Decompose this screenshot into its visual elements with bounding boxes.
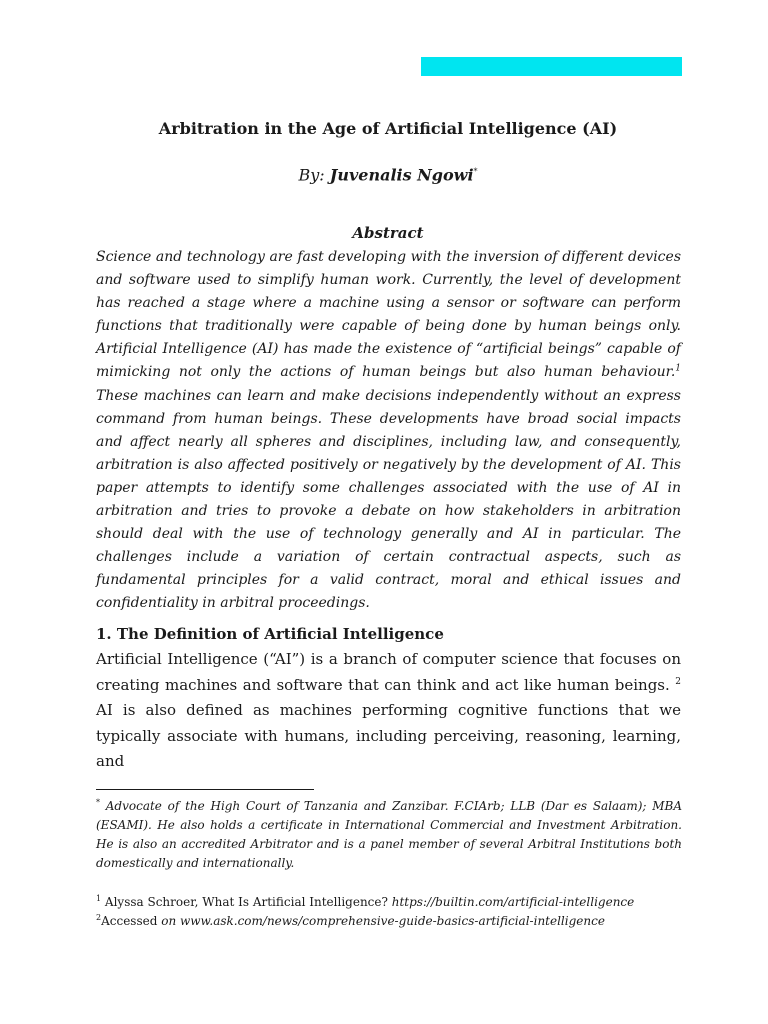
section-1-body — [96, 647, 681, 775]
abstract-text — [96, 246, 681, 616]
footnote-2 — [96, 912, 686, 930]
byline-prefix: By: — [298, 165, 330, 185]
redaction-highlight-bar — [421, 57, 682, 76]
footnote-author-marker: * — [96, 798, 100, 807]
abstract-heading: Abstract — [352, 224, 424, 242]
footnote-1 — [96, 893, 686, 911]
author-footnote-marker: * — [473, 167, 478, 176]
section-1-text-part1: Artificial Intelligence (“AI”) is a branch of computer science that focuses on creating machines and software that can think and act like human beings. — [96, 650, 681, 694]
abstract-text-part1: Science and technology are fast developing with the inversion of different devices and software used to simplify human work. Currently, the level of development has reached a stage where a machine using a sensor or software can perform functions that traditionally were capable of being done by human beings only. Artificial Intelligence (AI) has made the existence of “artificial beings” capable of mimicking not only the actions of human beings but also human behaviour. — [96, 249, 681, 381]
author-byline — [96, 160, 680, 187]
author-name: Juvenalis Ngowi — [329, 165, 474, 185]
footnote-1-marker: 1 — [96, 894, 102, 903]
footnote-2-marker: 2 — [96, 913, 102, 922]
footnote-divider — [96, 789, 314, 790]
footnote-1-link[interactable]: https://builtin.com/artificial-intelligence — [391, 895, 635, 909]
footnote-ref-1: 1 — [675, 363, 681, 374]
section-1-text-part2: AI is also defined as machines performing cognitive functions that we typically associate with humans, including perceiving, reasoning, learning, and — [96, 701, 681, 770]
paper-title: Arbitration in the Age of Artificial Intelligence (AI) — [158, 119, 618, 138]
footnote-author-text: Advocate of the High Court of Tanzania and Zanzibar. F.CIArb; LLB (Dar es Salaam); MBA (ESAMI). He also holds a certificate in International Commercial and Investment Arbitration. He is also an accredited Arbitrator and is a panel member of several Arbitral Institutions both domestically and internationally. — [96, 799, 682, 870]
abstract-text-part2: These machines can learn and make decisions independently without an express command from human beings. These developments have broad social impacts and affect nearly all spheres and disciplines, including law, and consequently, arbitration is also affected positively or negatively by the development of AI. This paper attempts to identify some challenges associated with the use of AI in arbitration and tries to provoke a debate on how stakeholders in arbitration should deal with the use of technology generally and AI in particular. The challenges include a variation of certain contractual aspects, such as fundamental principles for a valid contract, moral and ethical issues and confidentiality in arbitral proceedings. — [96, 387, 681, 612]
section-1-heading: 1. The Definition of Artificial Intelligence — [96, 625, 444, 643]
footnote-ref-2: 2 — [675, 676, 681, 687]
footnote-2-link[interactable]: on www.ask.com/news/comprehensive-guide-basics-artificial-intelligence — [161, 914, 605, 928]
footnote-author — [96, 797, 682, 873]
footnote-2-text: Accessed — [101, 914, 162, 928]
footnote-1-text: Alyssa Schroer, What Is Artificial Intelligence? — [101, 895, 392, 909]
